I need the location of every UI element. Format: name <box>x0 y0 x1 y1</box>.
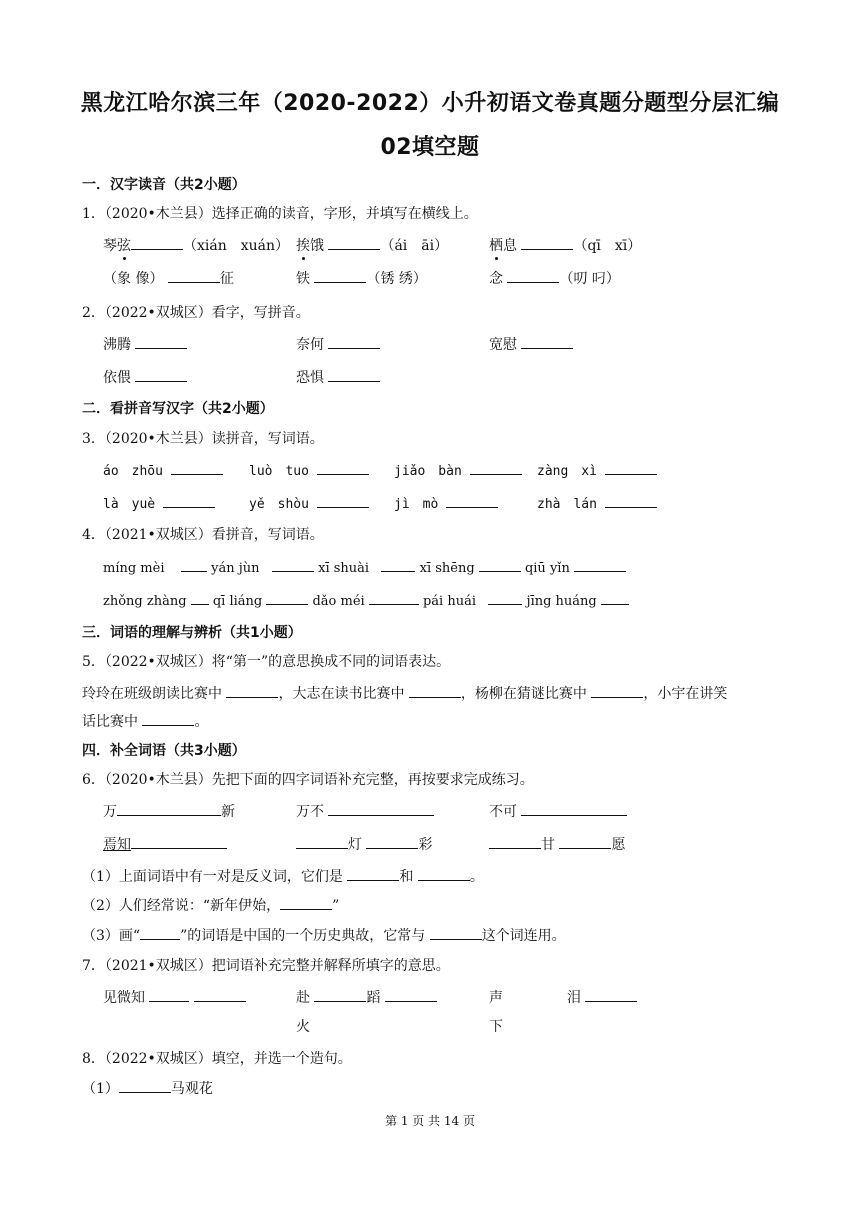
answer-blank[interactable] <box>418 866 470 881</box>
answer-blank[interactable] <box>366 834 418 849</box>
answer-blank[interactable] <box>479 557 521 572</box>
q7-idiom-2-end: 火 <box>296 1019 310 1035</box>
q6-idiom-3: 不可 <box>489 801 627 821</box>
answer-blank[interactable] <box>605 460 657 475</box>
answer-blank[interactable] <box>521 235 573 250</box>
q1-item-xiangzheng: （象 像） 征 <box>103 268 234 288</box>
question-8-stem: 8．（2022•双城区）填空，并选一个造句。 <box>82 1051 352 1067</box>
q6-sub-3: （3）画“ ”的词语是中国的一个历史典故，它常与 这个词连用。 <box>82 925 566 945</box>
answer-blank[interactable] <box>507 268 559 283</box>
answer-blank[interactable] <box>489 834 541 849</box>
q2-word-kuanwei: 宽慰 <box>489 334 573 354</box>
answer-blank[interactable] <box>605 493 657 508</box>
answer-blank[interactable] <box>470 460 522 475</box>
q7-idiom-2: 赴 蹈 <box>296 987 437 1007</box>
q4-row-2: zhǒng zhàng qī liáng dǎo méi pái huái jīng huáng <box>103 590 629 609</box>
q7-idiom-1: 见微知 <box>103 987 246 1007</box>
q6-idiom-1: 万 新 <box>103 801 235 821</box>
answer-blank[interactable] <box>601 590 629 605</box>
q3-pinyin-4: zàng xì <box>537 460 657 479</box>
answer-blank[interactable] <box>280 895 332 910</box>
q7-idiom-4: 泪 <box>567 987 637 1007</box>
answer-blank[interactable] <box>369 590 419 605</box>
q6-idiom-5: 灯 彩 <box>296 834 432 854</box>
answer-blank[interactable] <box>131 834 227 849</box>
q1-item-niandao: 念 （叨 叼） <box>489 268 620 288</box>
answer-blank[interactable] <box>135 367 187 382</box>
q2-word-yiwei: 依偎 <box>103 367 187 387</box>
answer-blank[interactable] <box>446 493 498 508</box>
q7-idiom-3-end: 下 <box>489 1019 503 1035</box>
answer-blank[interactable] <box>488 590 522 605</box>
answer-blank[interactable] <box>119 1078 171 1093</box>
answer-blank[interactable] <box>194 987 246 1002</box>
q3-pinyin-5: là yuè <box>103 493 215 512</box>
answer-blank[interactable] <box>574 557 626 572</box>
answer-blank[interactable] <box>226 683 278 698</box>
q2-word-kongju: 恐惧 <box>296 367 380 387</box>
q1-item-qixi: 栖息 （qī xī） <box>489 235 641 255</box>
page-footer: 第 1 页 共 14 页 <box>385 1114 475 1128</box>
answer-blank[interactable] <box>272 557 314 572</box>
answer-blank[interactable] <box>168 268 220 283</box>
q1-item-tiexiu: 铁 （锈 绣） <box>296 268 427 288</box>
answer-blank[interactable] <box>328 334 380 349</box>
q3-pinyin-7: jì mò <box>394 493 498 512</box>
document-title-line2: 02填空题 <box>380 135 480 160</box>
question-5-stem: 5．（2022•双城区）将“第一”的意思换成不同的词语表达。 <box>82 654 451 670</box>
section-heading-3: 三．词语的理解与辨析（共1小题） <box>82 625 302 641</box>
answer-blank[interactable] <box>521 801 627 816</box>
answer-blank[interactable] <box>430 925 482 940</box>
answer-blank[interactable] <box>117 801 221 816</box>
question-4-stem: 4．（2021•双城区）看拼音，写词语。 <box>82 527 324 543</box>
question-3-stem: 3．（2020•木兰县）读拼音，写词语。 <box>82 431 324 447</box>
q1-item-qinxian: 琴弦 （xián xuán） <box>103 235 289 255</box>
q8-sub-1: （1） 马观花 <box>82 1078 213 1098</box>
answer-blank[interactable] <box>317 493 369 508</box>
answer-blank[interactable] <box>131 235 183 250</box>
answer-blank[interactable] <box>296 834 348 849</box>
answer-blank[interactable] <box>317 460 369 475</box>
answer-blank[interactable] <box>149 987 189 1002</box>
q6-sub-2: （2）人们经常说：“新年伊始， ” <box>82 895 339 915</box>
section-heading-2: 二．看拼音写汉字（共2小题） <box>82 401 274 417</box>
section-heading-4: 四．补全词语（共3小题） <box>82 743 246 759</box>
answer-blank[interactable] <box>559 834 611 849</box>
q3-pinyin-3: jiǎo bàn <box>394 460 522 479</box>
question-1-stem: 1．（2020•木兰县）选择正确的读音，字形，并填写在横线上。 <box>82 206 478 222</box>
answer-blank[interactable] <box>181 557 207 572</box>
question-2-stem: 2．（2022•双城区）看字，写拼音。 <box>82 305 310 321</box>
question-6-stem: 6．（2020•木兰县）先把下面的四字词语补充完整，再按要求完成练习。 <box>82 772 534 788</box>
q1-item-aie: 挨饿 （ái āi） <box>296 235 448 255</box>
q6-sub-1: （1）上面词语中有一对是反义词，它们是 和 。 <box>82 866 484 886</box>
q6-idiom-2: 万不 <box>296 801 434 821</box>
answer-blank[interactable] <box>135 334 187 349</box>
q3-pinyin-8: zhà lán <box>537 493 657 512</box>
section-heading-1: 一．汉字读音（共2小题） <box>82 177 246 193</box>
answer-blank[interactable] <box>171 460 223 475</box>
document-title-line1: 黑龙江哈尔滨三年（2020-2022）小升初语文卷真题分题型分层汇编 <box>80 91 780 116</box>
answer-blank[interactable] <box>521 334 573 349</box>
q6-idiom-6: 甘 愿 <box>489 834 625 854</box>
answer-blank[interactable] <box>409 683 461 698</box>
q2-word-feiteng: 沸腾 <box>103 334 187 354</box>
answer-blank[interactable] <box>328 367 380 382</box>
answer-blank[interactable] <box>163 493 215 508</box>
q7-idiom-3: 声 <box>489 990 503 1006</box>
q5-line-2: 话比赛中 。 <box>82 711 208 731</box>
answer-blank[interactable] <box>585 987 637 1002</box>
answer-blank[interactable] <box>140 925 180 940</box>
answer-blank[interactable] <box>314 268 366 283</box>
q3-pinyin-2: luò tuo <box>249 460 369 479</box>
answer-blank[interactable] <box>142 711 194 726</box>
q2-word-naihe: 奈何 <box>296 334 380 354</box>
q4-row-1: míng mèi yán jùn xī shuài xī shēng qiū yǐn <box>103 557 626 576</box>
q6-idiom-4: 焉知 <box>103 834 227 854</box>
answer-blank[interactable] <box>191 590 209 605</box>
answer-blank[interactable] <box>328 801 434 816</box>
answer-blank[interactable] <box>381 557 415 572</box>
q3-pinyin-6: yě shòu <box>249 493 369 512</box>
answer-blank[interactable] <box>347 866 399 881</box>
answer-blank[interactable] <box>314 987 366 1002</box>
answer-blank[interactable] <box>328 235 380 250</box>
answer-blank[interactable] <box>385 987 437 1002</box>
answer-blank[interactable] <box>591 683 643 698</box>
question-7-stem: 7．（2021•双城区）把词语补充完整并解释所填字的意思。 <box>82 958 450 974</box>
answer-blank[interactable] <box>266 590 308 605</box>
q3-pinyin-1: áo zhōu <box>103 460 223 479</box>
q5-line-1: 玲玲在班级朗读比赛中 ，大志在读书比赛中 ，杨柳在猜谜比赛中 ，小宇在讲笑 <box>82 683 727 703</box>
